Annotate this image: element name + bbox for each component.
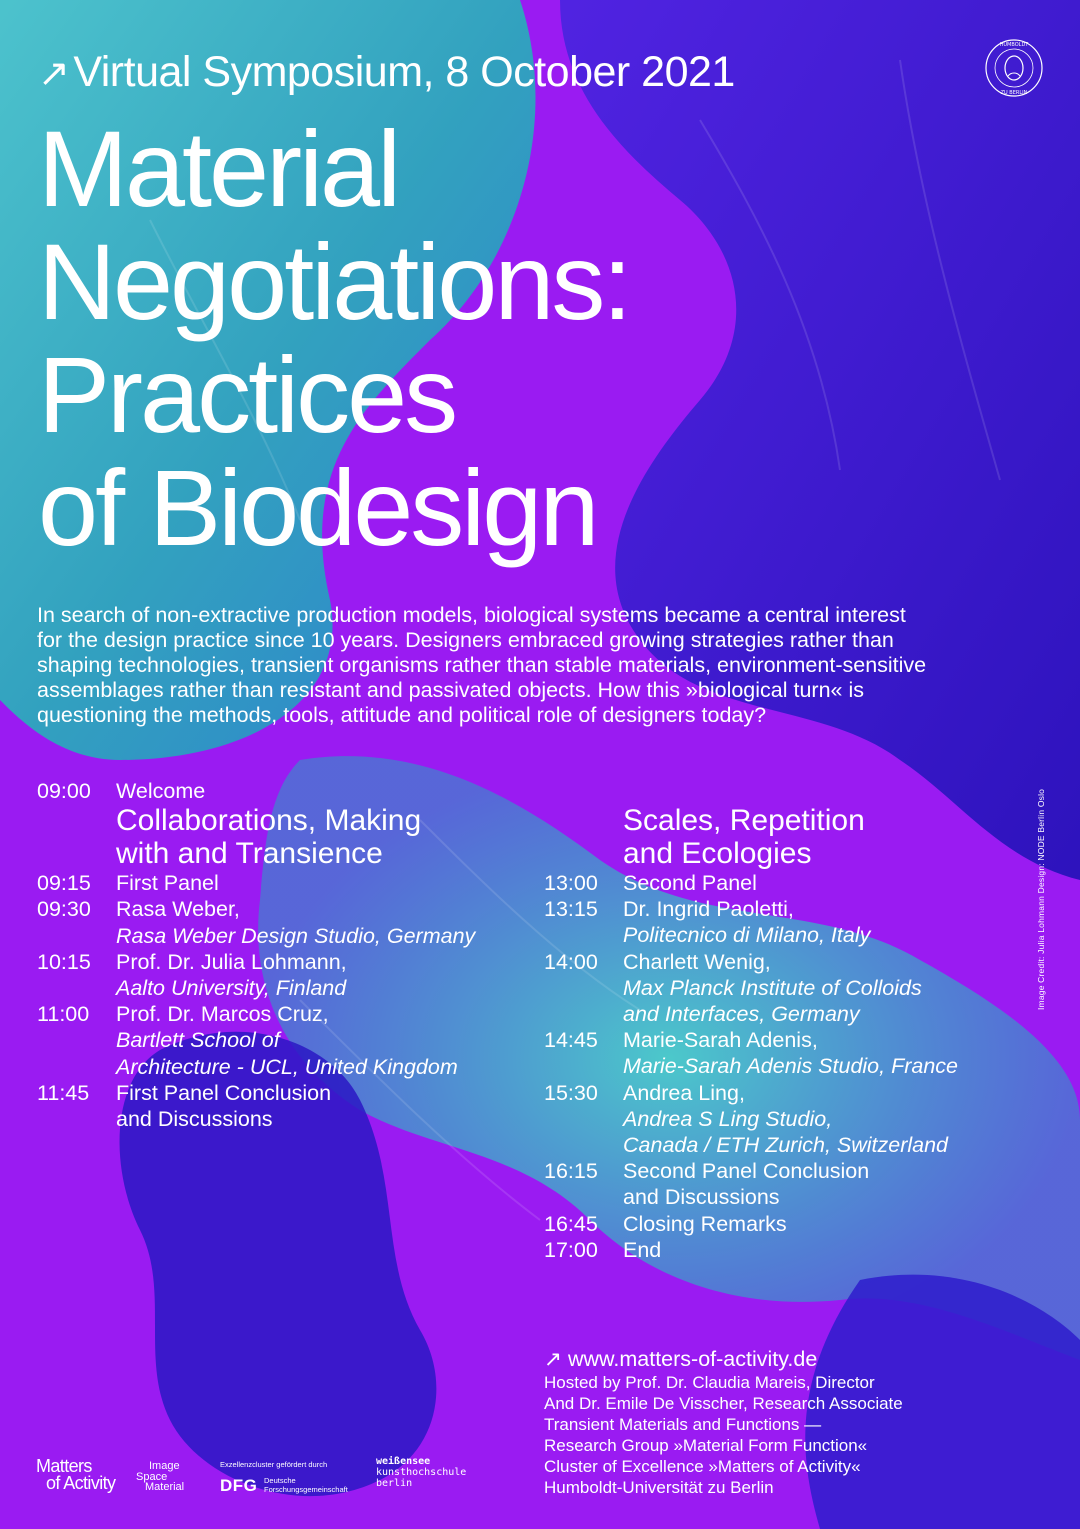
affiliation-line: Architecture - UCL, United Kingdom bbox=[116, 1054, 458, 1079]
logo-text: weißensee bbox=[376, 1456, 431, 1467]
talk-title-line: and Discussions bbox=[116, 1107, 273, 1132]
svg-text:ZU BERLIN: ZU BERLIN bbox=[1000, 90, 1028, 96]
talk-title-line: Prof. Dr. Julia Lohmann, bbox=[116, 949, 347, 974]
footer-line: And Dr. Emile De Visscher, Research Associate bbox=[544, 1394, 903, 1413]
schedule-row bbox=[544, 896, 958, 948]
time-label: 11:00 bbox=[37, 1002, 90, 1027]
schedule-afternoon bbox=[544, 804, 958, 1263]
schedule-list bbox=[544, 870, 958, 1263]
title-line: of Biodesign bbox=[38, 447, 597, 568]
intro-paragraph bbox=[37, 603, 1037, 728]
logo-text: Matters bbox=[36, 1456, 92, 1476]
arrow-up-right-icon: ↗ bbox=[544, 1347, 563, 1371]
schedule-row bbox=[37, 1001, 475, 1080]
talk-label bbox=[623, 870, 757, 896]
event-date-line bbox=[38, 46, 735, 100]
website-url[interactable]: www.matters-of-activity.de bbox=[568, 1347, 818, 1371]
matters-of-activity-logo bbox=[36, 1458, 115, 1492]
logo-text: Forschungsgemeinschaft bbox=[264, 1485, 348, 1494]
time-label: 15:30 bbox=[544, 1080, 598, 1105]
time-label: 13:15 bbox=[544, 897, 598, 922]
footer-line: Humboldt-Universität zu Berlin bbox=[544, 1478, 774, 1497]
talk-title-line: Charlett Wenig, bbox=[623, 949, 771, 974]
talk-title-line: Second Panel Conclusion bbox=[623, 1159, 870, 1184]
talk-label bbox=[116, 1080, 331, 1132]
intro-line: shaping technologies, transient organisms rather than stable materials, environment-sensitive bbox=[37, 653, 927, 677]
talk-label bbox=[623, 1158, 869, 1210]
schedule-row bbox=[37, 778, 475, 804]
affiliation-line: Marie-Sarah Adenis Studio, France bbox=[623, 1054, 959, 1079]
schedule-row bbox=[544, 1027, 958, 1079]
time-label: 16:15 bbox=[544, 1159, 598, 1184]
talk-label bbox=[623, 1080, 948, 1159]
section-title-line: and Ecologies bbox=[623, 837, 812, 870]
logo-text: Space bbox=[136, 1470, 168, 1483]
arrow-up-right-icon: ↗ bbox=[38, 53, 70, 95]
time-label: 10:15 bbox=[37, 949, 91, 974]
schedule-row bbox=[544, 1080, 958, 1159]
schedule-row bbox=[37, 896, 475, 948]
time-label: 16:45 bbox=[544, 1211, 598, 1236]
talk-title-line: Closing Remarks bbox=[623, 1211, 787, 1236]
footer-line: Research Group »Material Form Function« bbox=[544, 1436, 868, 1455]
event-line-text: Virtual Symposium, 8 October 2021 bbox=[73, 48, 735, 96]
affiliation-line: Andrea S Ling Studio, bbox=[623, 1106, 833, 1131]
schedule-row bbox=[544, 1237, 958, 1263]
affiliation-line: Aalto University, Finland bbox=[116, 976, 347, 1001]
logo-text: Image bbox=[149, 1460, 180, 1472]
time-label: 13:00 bbox=[544, 871, 598, 895]
schedule-row bbox=[544, 870, 958, 896]
talk-label bbox=[116, 1001, 458, 1080]
talk-title-line: Dr. Ingrid Paoletti, bbox=[623, 897, 794, 922]
footer-info bbox=[544, 1346, 903, 1498]
time-label: 09:15 bbox=[37, 871, 91, 896]
intro-line: for the design practice since 10 years. Designers embraced growing strategies rather than bbox=[37, 628, 894, 652]
section-title-line: Collaborations, Making bbox=[116, 804, 422, 838]
footer-line: Transient Materials and Functions — bbox=[544, 1415, 822, 1434]
talk-title-line: and Discussions bbox=[623, 1185, 780, 1210]
logo-text: berlin bbox=[376, 1478, 413, 1489]
schedule-row bbox=[544, 949, 958, 1028]
schedule-row bbox=[544, 1211, 958, 1237]
talk-label bbox=[623, 949, 922, 1028]
schedule-row bbox=[544, 1158, 958, 1210]
schedule-row bbox=[37, 1080, 475, 1132]
dfg-subtitle bbox=[264, 1476, 348, 1494]
talk-label bbox=[116, 870, 219, 896]
schedule-row bbox=[37, 870, 475, 896]
section-title-line: with and Transience bbox=[116, 837, 383, 871]
poster-title bbox=[38, 108, 630, 568]
talk-label bbox=[623, 1211, 787, 1237]
schedule-morning bbox=[37, 778, 475, 1132]
section-title-afternoon bbox=[623, 804, 958, 870]
logo-text: Material bbox=[145, 1481, 185, 1493]
affiliation-line: Canada / ETH Zurich, Switzerland bbox=[623, 1133, 949, 1158]
talk-label bbox=[623, 1027, 958, 1079]
title-line: Material bbox=[38, 108, 399, 229]
svg-text:HUMBOLDT: HUMBOLDT bbox=[999, 42, 1029, 48]
time-label: 09:00 bbox=[37, 779, 91, 803]
talk-title-line: Second Panel bbox=[623, 871, 757, 895]
talk-title-line: End bbox=[623, 1237, 662, 1262]
section-title-morning bbox=[116, 804, 475, 870]
title-line: Negotiations: bbox=[38, 221, 630, 342]
talk-title-line: Andrea Ling, bbox=[623, 1080, 745, 1105]
website-link[interactable] bbox=[544, 1346, 903, 1372]
image-space-material-logo bbox=[136, 1461, 184, 1493]
dfg-caption: Exzellenzcluster gefördert durch bbox=[220, 1460, 328, 1469]
logo-text: Deutsche bbox=[264, 1476, 296, 1485]
logo-text: kunsthochschule bbox=[376, 1467, 467, 1478]
footer-line: Cluster of Excellence »Matters of Activity« bbox=[544, 1457, 861, 1476]
intro-line: assemblages rather than resistant and passivated objects. How this »biological turn« is bbox=[37, 678, 865, 702]
time-label: 14:45 bbox=[544, 1028, 598, 1053]
talk-title-line: Rasa Weber, bbox=[116, 897, 240, 922]
talk-label bbox=[623, 1237, 661, 1263]
schedule-list bbox=[37, 870, 475, 1132]
talk-label bbox=[623, 896, 870, 948]
logo-text: of Activity bbox=[46, 1473, 116, 1493]
talk-label bbox=[116, 896, 475, 948]
schedule-row bbox=[37, 949, 475, 1001]
affiliation-line: Politecnico di Milano, Italy bbox=[623, 923, 871, 948]
talk-title-line: First Panel bbox=[116, 871, 219, 896]
time-label: 14:00 bbox=[544, 949, 598, 974]
intro-line: In search of non-extractive production models, biological systems became a central interest bbox=[37, 603, 906, 627]
image-design-credits: Image Credit: Julia Lohmann Design: NODE Berlin Oslo bbox=[1036, 788, 1046, 1010]
time-label: 11:45 bbox=[37, 1080, 90, 1105]
talk-title-line: Prof. Dr. Marcos Cruz, bbox=[116, 1002, 329, 1027]
time-label: 09:30 bbox=[37, 897, 91, 922]
dfg-logo: DFG bbox=[220, 1476, 258, 1495]
university-seal-logo bbox=[984, 38, 1044, 98]
intro-line: questioning the methods, tools, attitude and political role of designers today? bbox=[37, 703, 767, 727]
affiliation-line: Bartlett School of bbox=[116, 1028, 280, 1053]
section-title-line: Scales, Repetition bbox=[623, 804, 865, 837]
affiliation-line: Max Planck Institute of Colloids bbox=[623, 975, 922, 1000]
title-line: Practices bbox=[38, 334, 456, 455]
affiliation-line: and Interfaces, Germany bbox=[623, 1002, 860, 1027]
talk-label: Welcome bbox=[116, 779, 206, 803]
affiliation-line: Rasa Weber Design Studio, Germany bbox=[116, 923, 476, 948]
talk-title-line: First Panel Conclusion bbox=[116, 1080, 332, 1105]
time-label: 17:00 bbox=[544, 1237, 598, 1262]
talk-label bbox=[116, 949, 347, 1001]
weissensee-logo bbox=[376, 1456, 466, 1489]
footer-line: Hosted by Prof. Dr. Claudia Mareis, Director bbox=[544, 1373, 875, 1392]
talk-title-line: Marie-Sarah Adenis, bbox=[623, 1028, 818, 1053]
